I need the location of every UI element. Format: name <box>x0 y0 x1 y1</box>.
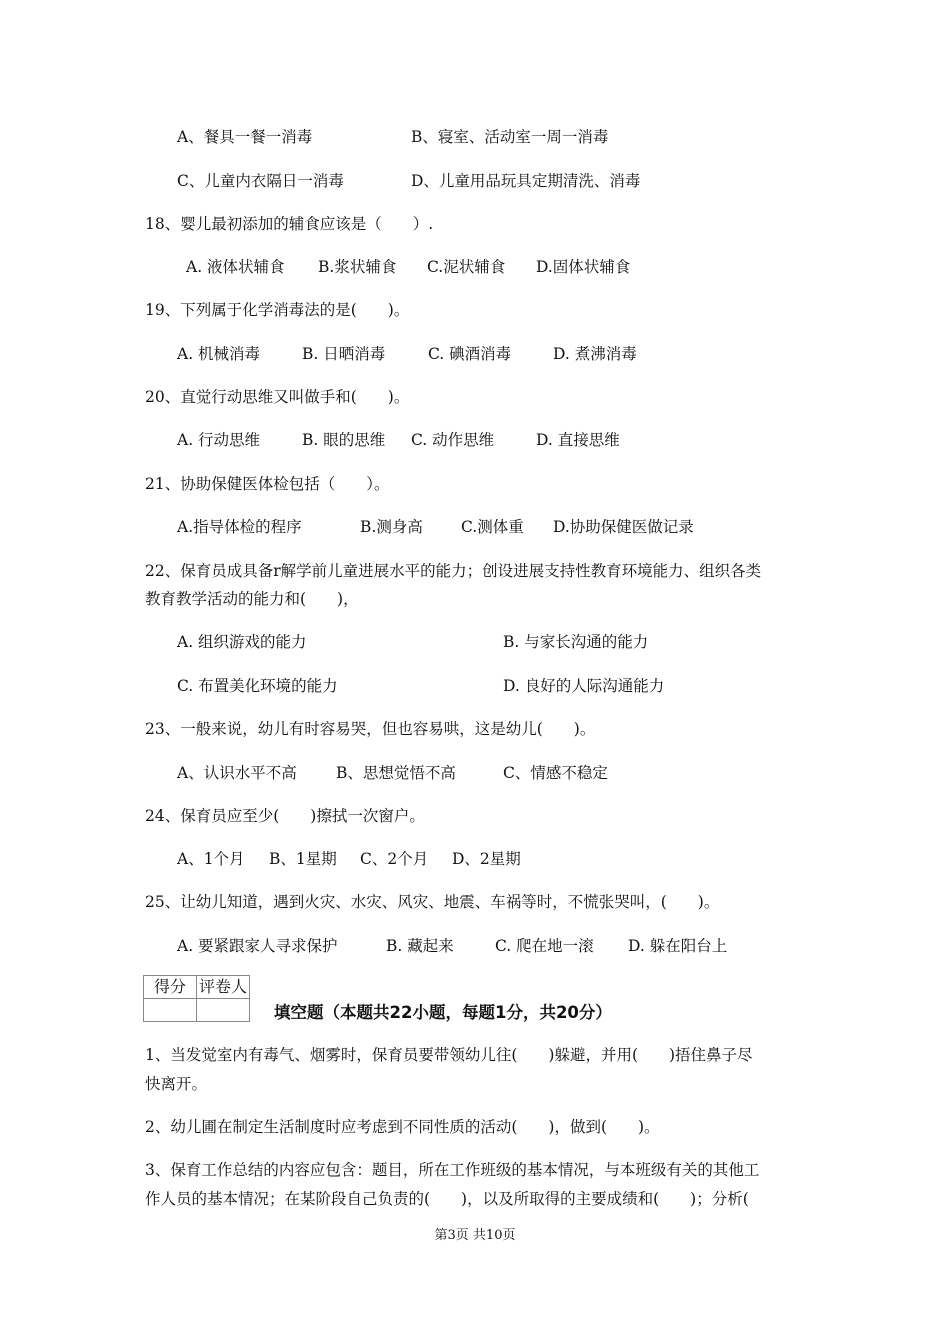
question-22-stem-line1: 22、保育员成具备r解学前儿童进展水平的能力；创设进展支持性教育环境能力、组织各类 <box>145 562 762 580</box>
question-18-stem: 18、婴儿最初添加的辅食应该是（ ）. <box>145 215 434 233</box>
score-cell[interactable] <box>144 999 197 1022</box>
q22-option-d: D. 良好的人际沟通能力 <box>503 677 665 695</box>
q19-option-c: C. 碘酒消毒 <box>428 345 512 363</box>
score-box <box>143 975 250 1022</box>
fill-question-1-line2: 快离开。 <box>145 1075 208 1093</box>
q24-option-c: C、2个月 <box>360 850 429 868</box>
q21-option-b: B.测身高 <box>360 518 423 536</box>
score-label: 得分 <box>144 976 197 999</box>
page-footer: 第3页 共10页 <box>434 1228 516 1243</box>
q20-option-c: C. 动作思维 <box>411 431 495 449</box>
q19-option-b: B. 日晒消毒 <box>302 345 386 363</box>
q24-option-b: B、1星期 <box>269 850 337 868</box>
q24-option-d: D、2星期 <box>452 850 521 868</box>
q18-option-a: A. 液体状辅食 <box>186 258 285 276</box>
q23-option-a: A、认识水平不高 <box>177 764 297 782</box>
q22-option-b: B. 与家长沟通的能力 <box>503 633 649 651</box>
q25-option-a: A. 要紧跟家人寻求保护 <box>177 937 338 955</box>
section-title: 填空题（本题共22小题，每题1分，共20分） <box>274 1003 612 1022</box>
q18-option-c: C.泥状辅食 <box>427 258 506 276</box>
fill-question-2: 2、幼儿圃在制定生活制度时应考虑到不同性质的活动( )，做到( )。 <box>145 1118 660 1136</box>
q22-option-c: C. 布置美化环境的能力 <box>177 677 338 695</box>
q21-option-a: A.指导体检的程序 <box>177 518 302 536</box>
question-24-stem: 24、保育员应至少( )擦拭一次窗户。 <box>145 807 425 825</box>
q21-option-d: D.协助保健医做记录 <box>553 518 694 536</box>
q19-option-a: A. 机械消毒 <box>177 345 261 363</box>
q25-option-b: B. 藏起来 <box>386 937 454 955</box>
q20-option-d: D. 直接思维 <box>536 431 620 449</box>
q22-option-a: A. 组织游戏的能力 <box>177 633 307 651</box>
q17-option-a: A、餐具一餐一消毒 <box>177 128 313 146</box>
fill-question-1-line1: 1、当发觉室内有毒气、烟雾时，保育员要带领幼儿往( )躲避，并用( )捂住鼻子尽 <box>145 1046 753 1064</box>
question-19-stem: 19、下列属于化学消毒法的是( )。 <box>145 301 410 319</box>
grader-label: 评卷人 <box>197 976 250 999</box>
q21-option-c: C.测体重 <box>461 518 524 536</box>
q20-option-a: A. 行动思维 <box>177 431 261 449</box>
q18-option-b: B.浆状辅食 <box>318 258 397 276</box>
question-23-stem: 23、一般来说，幼儿有时容易哭，但也容易哄，这是幼儿( )。 <box>145 720 596 738</box>
q23-option-c: C、情感不稳定 <box>503 764 608 782</box>
question-25-stem: 25、让幼儿知道，遇到火灾、水灾、风灾、地震、车祸等时，不慌张哭叫，( )。 <box>145 893 720 911</box>
q19-option-d: D. 煮沸消毒 <box>553 345 637 363</box>
q20-option-b: B. 眼的思维 <box>302 431 386 449</box>
q18-option-d: D.固体状辅食 <box>536 258 631 276</box>
question-22-stem-line2: 教育教学活动的能力和( )， <box>145 590 359 608</box>
q23-option-b: B、思想觉悟不高 <box>336 764 456 782</box>
q25-option-d: D. 躲在阳台上 <box>628 937 728 955</box>
fill-question-3-line1: 3、保育工作总结的内容应包含：题目，所在工作班级的基本情况，与本班级有关的其他工 <box>145 1161 760 1179</box>
question-20-stem: 20、直觉行动思维又叫做手和( )。 <box>145 388 410 406</box>
grader-cell[interactable] <box>197 999 250 1022</box>
question-21-stem: 21、协助保健医体检包括（ ）。 <box>145 475 390 493</box>
q17-option-c: C、儿童内衣隔日一消毒 <box>177 172 344 190</box>
q24-option-a: A、1个月 <box>177 850 245 868</box>
q17-option-d: D、儿童用品玩具定期清洗、消毒 <box>411 172 641 190</box>
q17-option-b: B、寝室、活动室一周一消毒 <box>411 128 609 146</box>
fill-question-3-line2: 作人员的基本情况；在某阶段自己负责的( )，以及所取得的主要成绩和( )；分析( <box>145 1190 749 1208</box>
q25-option-c: C. 爬在地一滚 <box>495 937 594 955</box>
